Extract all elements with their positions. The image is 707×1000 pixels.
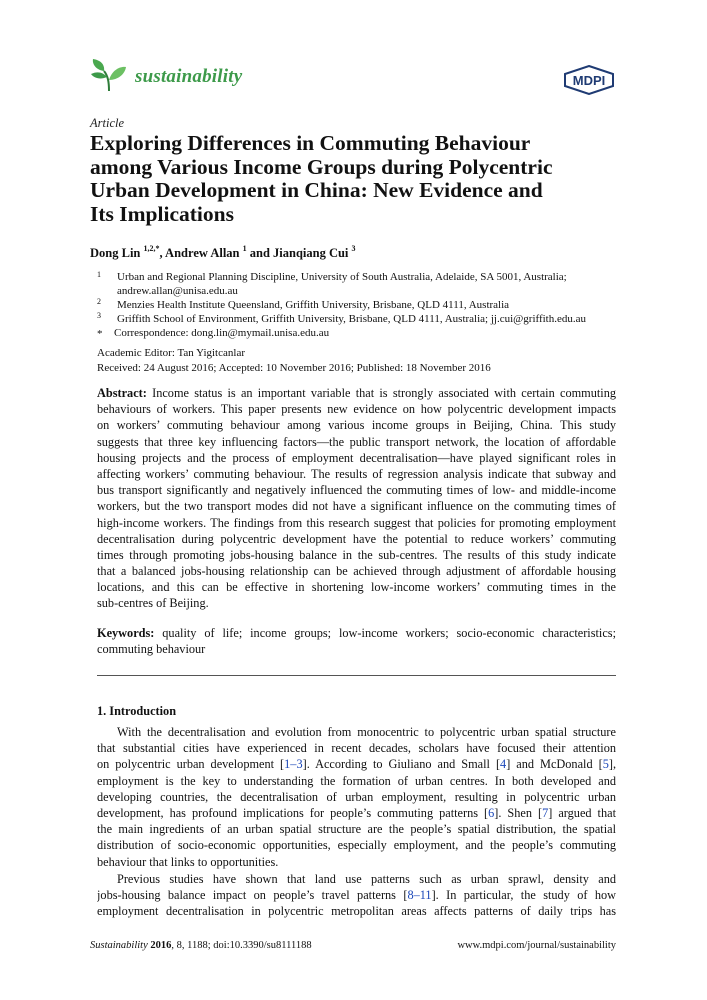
abstract-line: behaviours of workers. This paper presents new evidence on how polycentric development impacts (97, 402, 616, 417)
correspondence-marker: * (97, 328, 103, 340)
author-affiliation-sup: 1 (242, 244, 247, 253)
keywords-text: quality of life; income groups; low-income workers; socio-economic characteristics; (154, 626, 616, 640)
abstract-line: affecting workers’ commuting behaviour. The results of regression analysis indicate that subway and (97, 466, 616, 481)
abstract-line: on workers’ commuting behaviour among various income groups in Beijing, China. This study (97, 418, 616, 433)
keywords-line: commuting behaviour (97, 642, 206, 657)
affiliation-number: 2 (97, 297, 101, 306)
abstract-line: locations, and this can be effective in shortening low-income workers’ commuting times in the (97, 580, 616, 595)
paragraph-text: ]. In particular, the study of how (431, 888, 616, 903)
author-name[interactable]: Dong Lin (90, 246, 141, 260)
paragraph-text: employment is the key to understanding the formation of urban centres. In both developed and (97, 773, 616, 788)
paragraph-line (97, 773, 616, 789)
article-type: Article (90, 116, 125, 130)
paragraph-text: distribution of socio-economic opportunities, especially employment, and the people’s commuting (97, 838, 616, 853)
abstract-line: high-income workers. The findings from this research suggest that policies for promoting employment (97, 515, 616, 530)
abstract-line: housing projects and the process of employment decentralisation—have played significant roles in (97, 450, 616, 465)
publication-dates: Received: 24 August 2016; Accepted: 10 November 2016; Published: 18 November 2016 (97, 362, 491, 374)
paragraph-text: jobs-housing balance impact on people’s travel patterns [ (97, 888, 408, 903)
paragraph-text: development, has profound implications for people’s commuting patterns [ (97, 805, 489, 820)
citation-link[interactable]: 1–3 (284, 757, 303, 772)
title-line: among Various Income Groups during Polycentric (90, 154, 553, 179)
footer-citation (90, 940, 312, 951)
author-name[interactable]: , Andrew Allan (159, 246, 240, 260)
author-affiliation-sup: 1,2,* (143, 244, 160, 253)
paragraph-text: ]. According to Giuliano and Small [ (302, 757, 501, 772)
abstract-line: that a balanced jobs-housing relationship can be achieved through adjustment of affordable housing (97, 564, 616, 579)
citation-link[interactable]: 7 (542, 805, 549, 820)
author-list (90, 246, 356, 261)
abstract (97, 385, 616, 612)
introduction-paragraph-1 (97, 724, 616, 870)
paragraph-line (97, 887, 616, 903)
affiliation-number: 3 (97, 311, 101, 320)
abstract-line (97, 385, 616, 401)
citation-link[interactable]: 6 (488, 805, 495, 820)
abstract-line: decentralisation during polycentric development have the potential to reduce workers’ commuting (97, 531, 616, 546)
title-line: Its Implications (90, 201, 234, 226)
abstract-text: Income status is an important variable that is strongly associated with certain commuting (146, 386, 616, 400)
abstract-line: workers, but the two transport modes did not have a significant influence on the commuting times of (97, 499, 616, 514)
keywords-label: Keywords: (97, 626, 155, 640)
footer-journal-url[interactable]: www.mdpi.com/journal/sustainability (457, 940, 616, 951)
academic-editor: Academic Editor: Tan Yigitcanlar (97, 347, 245, 359)
author-name[interactable]: and Jianqiang Cui (246, 246, 349, 260)
abstract-line: bus transport significantly and negatively influenced the commuting times of low- and middle-income (97, 483, 616, 498)
abstract-line: sub-centres of Beijing. (97, 596, 209, 611)
paragraph-line (97, 871, 616, 887)
abstract-label: Abstract: (97, 386, 147, 400)
affiliation-email[interactable]: andrew.allan@unisa.edu.au (117, 285, 238, 297)
paragraph-line (97, 756, 616, 772)
footer-journal: Sustainability (90, 940, 148, 951)
section-heading: 1. Introduction (97, 704, 177, 718)
abstract-line: times through promoting jobs-housing balance in the sub-centres. The results of this study indicate (97, 547, 616, 562)
section-divider (97, 675, 616, 676)
paragraph-line (97, 789, 616, 805)
paragraph-line (97, 805, 616, 821)
mdpi-logo-icon (563, 65, 615, 95)
footer-year: 2016 (150, 940, 172, 951)
title-line: Urban Development in China: New Evidence and (90, 178, 543, 202)
paragraph-text: behaviour that links to opportunities. (97, 854, 279, 869)
correspondence-text[interactable]: Correspondence: dong.lin@mymail.unisa.edu.au (114, 327, 330, 339)
affiliation-text: Griffith School of Environment, Griffith University, Brisbane, QLD 4111, Australia; jj.cui@griffith.edu.au (117, 313, 586, 325)
title-line: Exploring Differences in Commuting Behaviour (90, 131, 531, 155)
abstract-line: suggests that three key influencing factors—the public transport network, the location of affordable (97, 434, 616, 449)
paragraph-text: ] argued that (548, 805, 616, 820)
paragraph-line (97, 740, 616, 756)
paragraph-line (97, 837, 616, 853)
affiliation-text: Menzies Health Institute Queensland, Griffith University, Brisbane, QLD 4111, Australia (117, 299, 510, 311)
paper-title (90, 132, 630, 226)
paragraph-text: With the decentralisation and evolution from monocentric to polycentric urban spatial structure (117, 725, 616, 739)
affiliations (97, 270, 617, 350)
paragraph-line (97, 854, 616, 870)
citation-link[interactable]: 4 (500, 757, 507, 772)
paragraph-text: the main ingredients of an urban spatial structure are the people’s spatial distribution, the spatial (97, 822, 616, 837)
paragraph-text: employment decentralisation in polycentric metropolitan areas affects patterns of daily trips has (97, 904, 616, 919)
paragraph-text: Previous studies have shown that land use patterns such as urban sprawl, density and (117, 872, 616, 886)
paragraph-text: ], (608, 757, 616, 772)
mdpi-logo-text: MDPI (572, 73, 606, 88)
paragraph-text: that substantial cities have experienced in recent decades, scholars have focused their attention (97, 741, 616, 756)
paragraph-text: ] and McDonald [ (506, 757, 603, 772)
paragraph-line (97, 821, 616, 837)
affiliation-text: Urban and Regional Planning Discipline, University of South Australia, Adelaide, SA 5001, Australia; (117, 271, 567, 283)
paragraph-text: on polycentric urban development [ (97, 757, 285, 772)
keywords (97, 625, 616, 657)
paragraph-text: ]. Shen [ (494, 805, 543, 820)
introduction-paragraph-2 (97, 871, 616, 920)
journal-name: sustainability (135, 66, 243, 87)
paragraph-line (97, 724, 616, 740)
affiliation-number: 1 (97, 270, 101, 279)
author-affiliation-sup: 3 (351, 244, 356, 253)
footer-doi[interactable]: , 8, 1188; doi:10.3390/su8111188 (171, 940, 312, 951)
paragraph-text: developing countries, the decentralisation of urban employment, resulting in polycentric urban (97, 789, 616, 804)
citation-link[interactable]: 5 (602, 757, 609, 772)
paragraph-line (97, 903, 616, 919)
citation-link[interactable]: 8–11 (407, 888, 432, 903)
keywords-line (97, 625, 616, 641)
journal-leaf-logo-icon (90, 58, 128, 92)
